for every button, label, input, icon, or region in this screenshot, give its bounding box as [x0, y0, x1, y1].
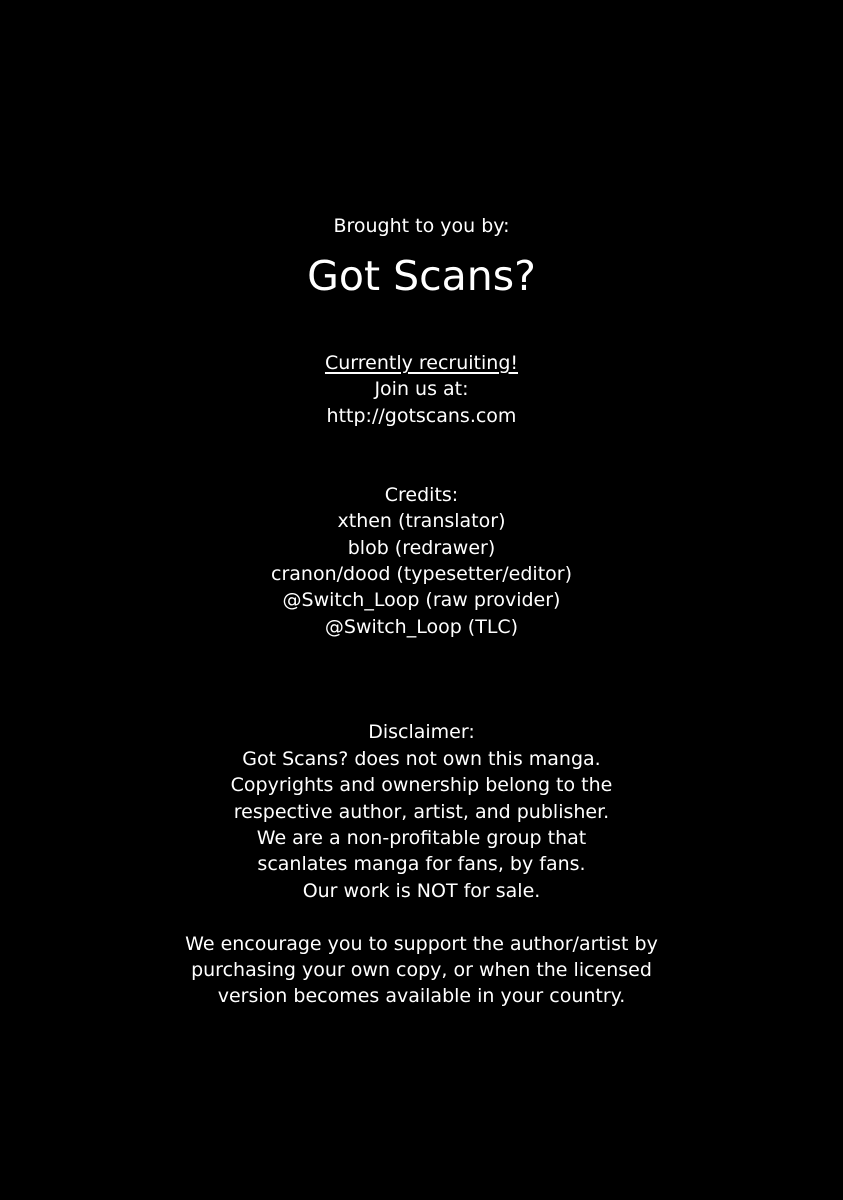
group-name-title: Got Scans?: [307, 252, 536, 300]
brought-to-you-label: Brought to you by:: [333, 215, 510, 237]
disclaimer-line: Got Scans? does not own this manga.: [242, 748, 601, 770]
disclaimer-heading: Disclaimer:: [368, 721, 475, 743]
recruiting-headline: Currently recruiting!: [324, 352, 519, 374]
credit-typesetter-editor: cranon/dood (typesetter/editor): [271, 563, 572, 585]
credit-tlc: @Switch_Loop (TLC): [324, 616, 519, 638]
disclaimer-line: Our work is NOT for sale.: [302, 880, 541, 902]
disclaimer-line: scanlates manga for fans, by fans.: [257, 853, 586, 875]
support-line: purchasing your own copy, or when the licensed: [191, 959, 652, 981]
support-line: version becomes available in your country.: [217, 985, 626, 1007]
disclaimer-line: We are a non-profitable group that: [256, 827, 587, 849]
credit-translator: xthen (translator): [337, 510, 506, 532]
credit-redrawer: blob (redrawer): [347, 537, 496, 559]
support-line: We encourage you to support the author/artist by: [185, 933, 658, 955]
website-link[interactable]: http://gotscans.com: [326, 405, 517, 427]
join-us-label: Join us at:: [374, 378, 469, 400]
disclaimer-line: Copyrights and ownership belong to the: [230, 774, 613, 796]
credits-heading: Credits:: [384, 484, 459, 506]
credit-raw-provider: @Switch_Loop (raw provider): [282, 589, 561, 611]
disclaimer-line: respective author, artist, and publisher.: [233, 801, 610, 823]
